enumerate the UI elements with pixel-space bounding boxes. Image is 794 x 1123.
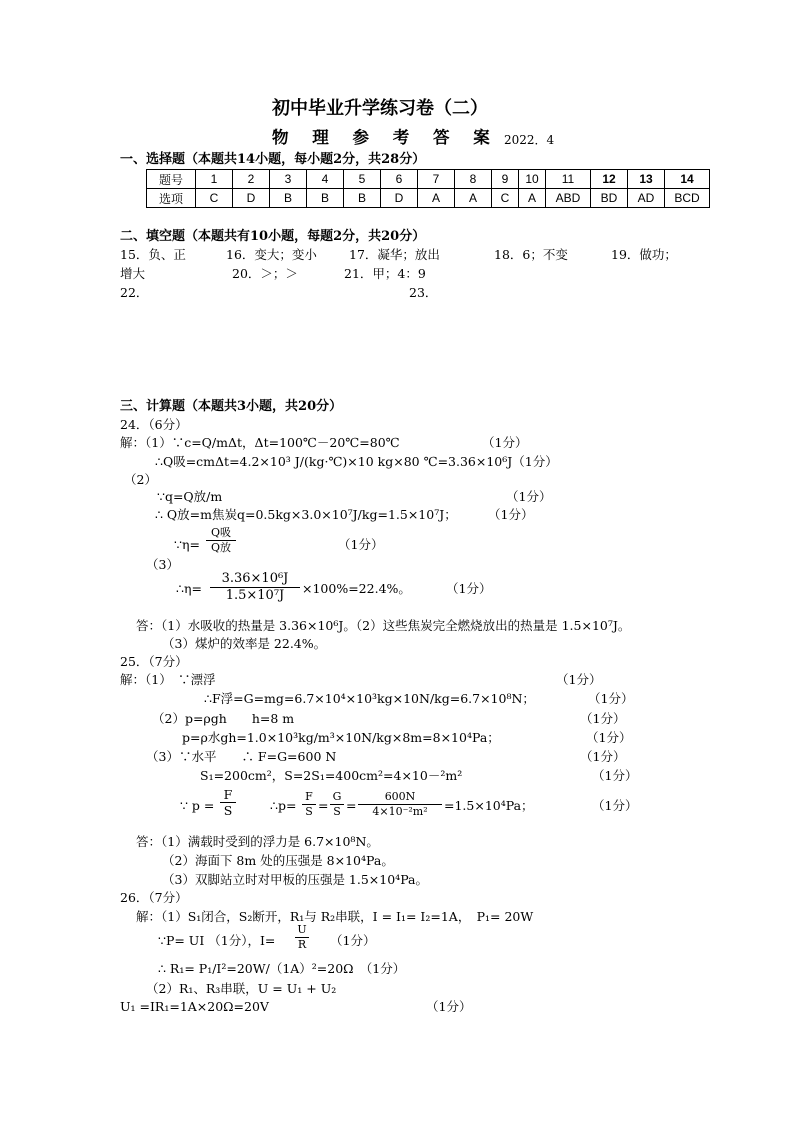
eta-result-fraction [210,572,300,604]
q25-therefore: ∴p= [270,798,297,813]
q25-line: 解：（1） ∵漂浮 [120,672,216,687]
q26-line: ∴ R₁= P₁/I²=20W/（1A）²=20Ω （1分） [158,961,406,976]
score-mark: （1分） [330,933,376,948]
score-mark: （1分） [482,435,528,450]
table-cell: B [270,189,307,208]
q24-answer: （3）煤炉的效率是 22.4%。 [162,636,327,651]
table-cell: 13 [628,170,665,189]
table-cell: A [455,189,492,208]
answer-23: 23． [409,285,438,300]
score-mark: （1分） [586,730,632,745]
section3-heading: 三、计算题（本题共3小题，共20分） [120,399,343,414]
answer-19: 19．做功； [611,247,677,262]
q25-line: S₁=200cm²，S=2S₁=400cm²=4×10－²m² [200,768,463,783]
fraction-numerator: F [220,788,236,803]
table-cell: D [381,189,418,208]
answer-table [146,169,710,208]
equals-sign: = [318,798,329,813]
table-cell: A [519,189,546,208]
table-cell: 8 [455,170,492,189]
table-cell: 1 [196,170,233,189]
q25-line: ∴F浮=G=mg=6.7×10⁴×10³kg×10N/kg=6.7×10⁸N； [204,691,535,706]
answer-19-cont: 增大 [120,266,146,281]
table-cell: 12 [591,170,628,189]
pressure-fraction [220,788,236,819]
table-cell: 4 [307,170,344,189]
q25-answer: 答：（1）满载时受到的浮力是 6.7×10⁸N。 [136,834,379,849]
score-mark: （1分） [556,672,602,687]
q24-line: （2） [124,472,157,487]
q26-line: U₁ =IR₁=1A×20Ω=20V [120,999,269,1014]
section2-heading: 二、填空题（本题共有10小题，每题2分，共20分） [120,229,426,244]
q26-line: ∵P= UI （1分），I= [158,933,276,948]
fraction-numerator: Q吸 [206,527,236,541]
answer-18: 18．6；不变 [494,247,568,262]
fraction-denominator: S [305,804,313,818]
table-cell: B [344,189,381,208]
q24-line: ×100%=22.4%。 [302,581,411,596]
table-cell: 2 [233,170,270,189]
page-title: 初中毕业升学练习卷（二） [272,98,488,119]
equals-sign: = [346,798,357,813]
q24-eta-result-label: ∴η= [176,581,202,596]
q24-line: ∵q=Q放/m [157,489,223,504]
q24-heading: 24．（6分） [120,417,188,432]
table-cell: A [418,189,455,208]
table-cell: 选项 [147,189,196,208]
table-cell: AD [628,189,665,208]
fraction-numerator: 600N [358,791,442,805]
fraction-numerator: F [302,791,316,805]
table-cell: 3 [270,170,307,189]
answer-22: 22． [120,285,149,300]
score-mark: （1分） [592,798,638,813]
q26-line: （2）R₁、R₃串联，U = U₁ + U₂ [146,981,337,996]
score-mark: （1分） [426,999,472,1014]
pressure-fraction [302,791,316,818]
table-row [147,189,710,208]
score-mark: （1分） [592,768,638,783]
q26-line: 解：（1）S₁闭合，S₂断开，R₁与 R₂串联，I = I₁= I₂=1A， P₁= 20W [136,909,534,924]
fraction-numerator: 3.36×10⁶J [210,572,300,588]
fraction-denominator: 1.5×10⁷J [225,587,285,603]
exam-date: 2022．4 [504,133,555,147]
q24-answer: 答：（1）水吸收的热量是 3.36×10⁶J。（2）这些焦炭完全燃烧放出的热量是 1.5×10⁷J。 [136,618,631,633]
score-mark: （1分） [506,489,552,504]
table-cell: 题号 [147,170,196,189]
table-cell: 14 [665,170,710,189]
table-cell: C [196,189,233,208]
answer-21: 21．甲；4：9 [344,266,426,281]
fraction-denominator: S [333,804,341,818]
current-fraction [295,924,309,951]
q24-line: （3） [146,557,179,572]
fraction-denominator: S [223,803,233,819]
answer-20: 20．＞；＞ [232,266,298,281]
table-cell: D [233,189,270,208]
table-cell: C [492,189,519,208]
fraction-denominator: 4×10⁻²m² [372,804,428,818]
score-mark: （1分） [580,749,626,764]
answer-17: 17．凝华；放出 [349,247,440,262]
q25-heading: 25．（7分） [120,654,188,669]
score-mark: （1分） [488,507,534,522]
q25-line: （2）p=ρgh h=8 m [152,711,295,726]
score-mark: （1分） [338,537,384,552]
table-cell: 9 [492,170,519,189]
table-cell: BD [591,189,628,208]
table-cell: 5 [344,170,381,189]
pressure-fraction [330,791,344,818]
pressure-fraction [358,791,442,818]
table-cell: B [307,189,344,208]
eta-fraction [206,527,236,554]
table-cell: BCD [665,189,710,208]
fraction-denominator: Q放 [210,540,232,554]
q25-line: p=ρ水gh=1.0×10³kg/m³×10N/kg×8m=8×10⁴Pa； [182,730,500,745]
q24-line: 解：（1）∵c=Q/mΔt，Δt=100℃－20℃=80℃ [120,435,400,450]
page-subtitle: 物 理 参 考 答 案 [272,128,499,147]
table-cell: 6 [381,170,418,189]
table-cell: 10 [519,170,546,189]
answer-15: 15．负、正 [120,247,186,262]
score-mark: （1分） [588,691,634,706]
q24-line: ∴ Q放=m焦炭q=0.5kg×3.0×10⁷J/kg=1.5×10⁷J； [155,507,457,522]
table-cell: ABD [546,189,591,208]
fraction-numerator: G [330,791,344,805]
answer-16: 16．变大；变小 [226,247,317,262]
fraction-numerator: U [295,924,309,938]
fraction-denominator: R [297,937,307,951]
score-mark: （1分） [580,711,626,726]
section1-heading: 一、选择题（本题共14小题，每小题2分，共28分） [120,152,426,167]
q25-answer: （2）海面下 8m 处的压强是 8×10⁴Pa。 [162,853,394,868]
q25-answer: （3）双脚站立时对甲板的压强是 1.5×10⁴Pa。 [162,872,428,887]
table-row [147,170,710,189]
q24-line: ∴Q吸=cmΔt=4.2×10³ J/(kg·℃)×10 kg×80 ℃=3.36×10⁶J（1分） [155,454,558,469]
score-mark: （1分） [446,581,492,596]
q26-heading: 26．（7分） [120,890,188,905]
q25-pressure-label: ∵ p = [180,798,215,813]
q24-eta-label: ∵η= [174,537,200,552]
table-cell: 7 [418,170,455,189]
q25-line: =1.5×10⁴Pa； [444,798,534,813]
q25-line: （3）∵水平 ∴ F=G=600 N [146,749,337,764]
table-cell: 11 [546,170,591,189]
